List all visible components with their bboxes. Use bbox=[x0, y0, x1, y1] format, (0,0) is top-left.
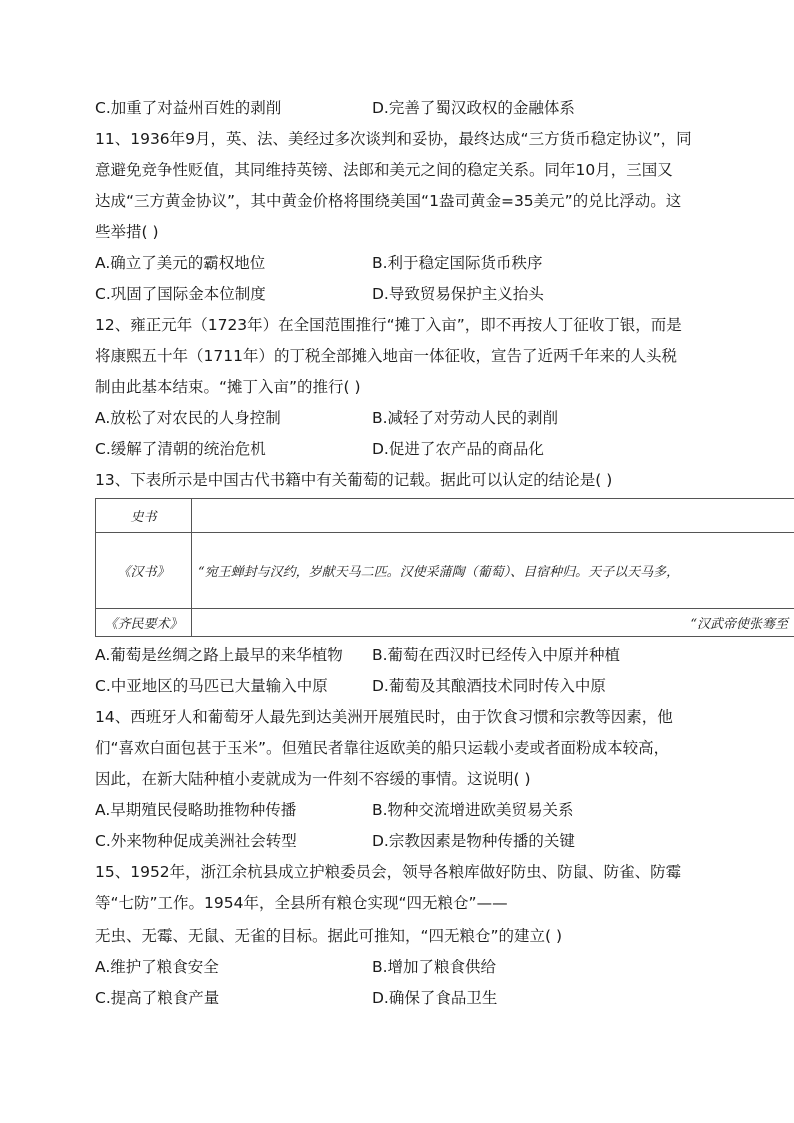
q15-option-d: D.确保了食品卫生 bbox=[372, 989, 498, 1007]
q11-option-b: B.利于稳定国际货币秩序 bbox=[372, 254, 543, 272]
q11-option-a: A.确立了美元的霸权地位 bbox=[95, 254, 266, 272]
q14-option-b: B.物种交流增进欧美贸易关系 bbox=[372, 801, 574, 819]
table-cell-book: 《汉书》 bbox=[96, 533, 192, 609]
q13-option-a: A.葡萄是丝绸之路上最早的来华植物 bbox=[95, 646, 343, 664]
table-cell-quote: “汉武帝使张骞至 bbox=[192, 609, 794, 637]
table-row bbox=[96, 499, 794, 533]
q13-option-d: D.葡萄及其酿酒技术同时传入中原 bbox=[372, 677, 606, 695]
q10-option-d: D.完善了蜀汉政权的金融体系 bbox=[372, 99, 575, 117]
q14-stem-line: 们“喜欢白面包甚于玉米”。但殖民者靠往返欧美的船只运载小麦或者面粉成本较高， bbox=[95, 739, 670, 757]
q14-option-c: C.外来物种促成美洲社会转型 bbox=[95, 832, 297, 850]
table-row bbox=[96, 533, 794, 609]
q14-stem-line: 14、西班牙人和葡萄牙人最先到达美洲开展殖民时，由于饮食习惯和宗教等因素，他 bbox=[95, 708, 673, 726]
q15-option-b: B.增加了粮食供给 bbox=[372, 958, 497, 976]
q14-stem-line: 因此，在新大陆种植小麦就成为一件刻不容缓的事情。这说明( ) bbox=[95, 770, 531, 788]
q12-stem-line: 将康熙五十年（1711年）的丁税全部摊入地亩一体征收，宣告了近两千年来的人头税 bbox=[95, 347, 677, 365]
table-header-book: 史书 bbox=[96, 499, 192, 533]
q12-option-a: A.放松了对农民的人身控制 bbox=[95, 409, 281, 427]
q11-stem-line: 些举措( ) bbox=[95, 223, 159, 241]
q11-stem-line: 意避免竞争性贬值，其同维持英镑、法郎和美元之间的稳定关系。同年10月，三国又 bbox=[95, 161, 673, 179]
q12-option-d: D.促进了农产品的商品化 bbox=[372, 440, 544, 458]
q12-stem-line: 制由此基本结束。“摊丁入亩”的推行( ) bbox=[95, 378, 361, 396]
q13-option-c: C.中亚地区的马匹已大量输入中原 bbox=[95, 677, 328, 695]
q15-option-a: A.维护了粮食安全 bbox=[95, 958, 219, 976]
q11-stem-line: 达成“三方黄金协议”，其中黄金价格将围绕美国“1盎司黄金=35美元”的兑比浮动。这 bbox=[95, 192, 682, 210]
q12-option-b: B.减轻了对劳动人民的剥削 bbox=[372, 409, 559, 427]
q13-option-b: B.葡萄在西汉时已经传入中原并种植 bbox=[372, 646, 621, 664]
q15-stem-line: 等“七防”工作。1954年，全县所有粮仓实现“四无粮仓”—— bbox=[95, 894, 508, 912]
q15-stem-line: 15、1952年，浙江余杭县成立护粮委员会，领导各粮库做好防虫、防鼠、防雀、防霉 bbox=[95, 863, 682, 881]
q11-option-c: C.巩固了国际金本位制度 bbox=[95, 285, 266, 303]
q11-option-d: D.导致贸易保护主义抬头 bbox=[372, 285, 544, 303]
table-cell-quote: “宛王蝉封与汉约，岁献天马二匹。汉使采蒲陶（葡萄）、目宿种归。天子以天马多， bbox=[192, 533, 794, 609]
table-header-content bbox=[192, 499, 794, 533]
q12-option-c: C.缓解了清朝的统治危机 bbox=[95, 440, 266, 458]
q11-stem-line: 11、1936年9月，英、法、美经过多次谈判和妥协，最终达成“三方货币稳定协议”，同 bbox=[95, 130, 692, 148]
q12-stem-line: 12、雍正元年（1723年）在全国范围推行“摊丁入亩”，即不再按人丁征收丁银，而是 bbox=[95, 316, 682, 334]
q15-stem-line: 无虫、无霉、无鼠、无雀的目标。据此可推知，“四无粮仓”的建立( ) bbox=[95, 927, 563, 945]
q10-option-c: C.加重了对益州百姓的剥削 bbox=[95, 99, 282, 117]
q14-option-a: A.早期殖民侵略助推物种传播 bbox=[95, 801, 297, 819]
table-cell-book: 《齐民要术》 bbox=[96, 609, 192, 637]
q13-source-table bbox=[95, 498, 794, 637]
q13-stem: 13、下表所示是中国古代书籍中有关葡萄的记载。据此可以认定的结论是( ) bbox=[95, 471, 613, 489]
q14-option-d: D.宗教因素是物种传播的关键 bbox=[372, 832, 575, 850]
table-row bbox=[96, 609, 794, 637]
q15-option-c: C.提高了粮食产量 bbox=[95, 989, 220, 1007]
